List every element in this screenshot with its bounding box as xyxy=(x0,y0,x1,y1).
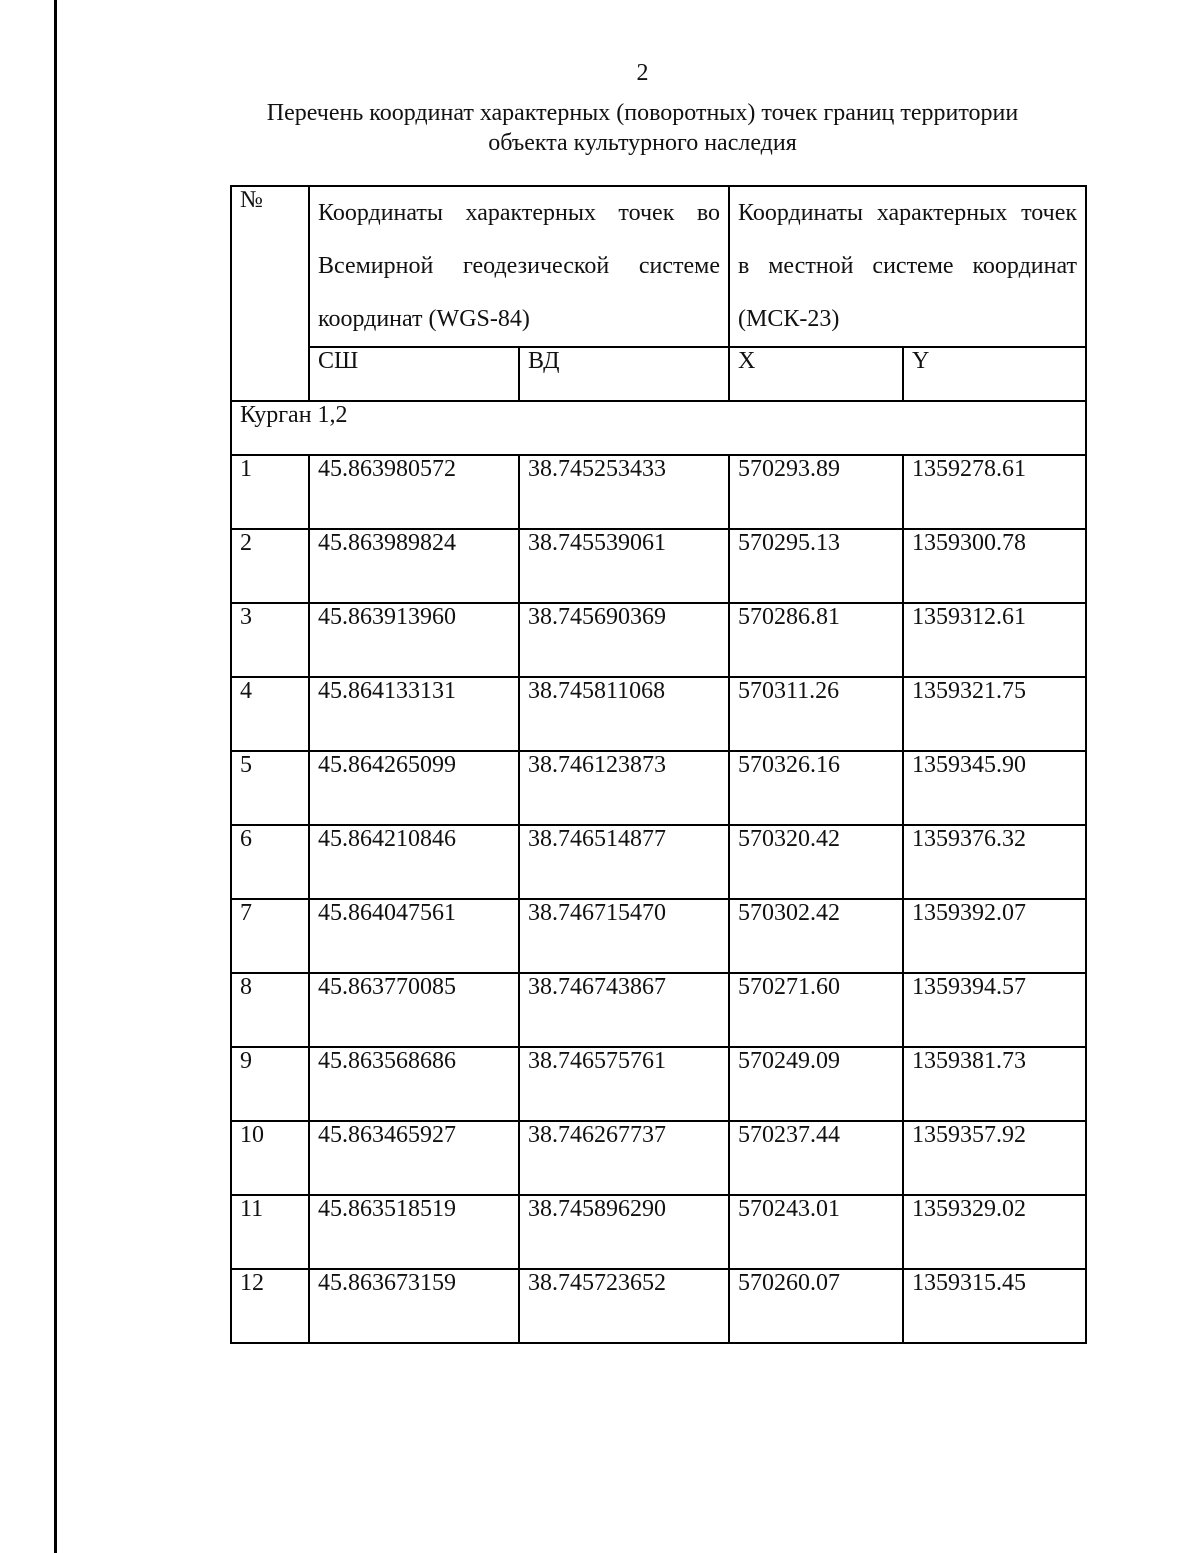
table-row xyxy=(231,603,1086,677)
cell-x: 570237.44 xyxy=(729,1121,903,1195)
table-row xyxy=(231,973,1086,1047)
cell-latitude: 45.863518519 xyxy=(309,1195,519,1269)
cell-latitude: 45.863568686 xyxy=(309,1047,519,1121)
cell-y: 1359345.90 xyxy=(903,751,1086,825)
cell-longitude: 38.746743867 xyxy=(519,973,729,1047)
table-row xyxy=(231,529,1086,603)
cell-latitude: 45.864210846 xyxy=(309,825,519,899)
cell-latitude: 45.863465927 xyxy=(309,1121,519,1195)
cell-x: 570320.42 xyxy=(729,825,903,899)
header-wgs84: Координаты характерных точек во Всемирной геодезической системе координат (WGS-84) xyxy=(309,186,729,347)
header-number: № xyxy=(231,186,309,401)
cell-x: 570295.13 xyxy=(729,529,903,603)
cell-x: 570286.81 xyxy=(729,603,903,677)
cell-latitude: 45.863980572 xyxy=(309,455,519,529)
cell-longitude: 38.746715470 xyxy=(519,899,729,973)
table-row xyxy=(231,1047,1086,1121)
cell-x: 570271.60 xyxy=(729,973,903,1047)
table-row xyxy=(231,677,1086,751)
cell-point-number: 1 xyxy=(231,455,309,529)
table-subheader-row xyxy=(231,347,1086,401)
document-title xyxy=(200,98,1085,158)
cell-longitude: 38.746123873 xyxy=(519,751,729,825)
cell-x: 570302.42 xyxy=(729,899,903,973)
cell-y: 1359381.73 xyxy=(903,1047,1086,1121)
cell-latitude: 45.863913960 xyxy=(309,603,519,677)
cell-point-number: 7 xyxy=(231,899,309,973)
group-row xyxy=(231,401,1086,455)
cell-longitude: 38.746575761 xyxy=(519,1047,729,1121)
header-msk23: Координаты характерных точек в местной системе координат (МСК-23) xyxy=(729,186,1086,347)
cell-y: 1359329.02 xyxy=(903,1195,1086,1269)
subheader-lat: СШ xyxy=(309,347,519,401)
cell-longitude: 38.745690369 xyxy=(519,603,729,677)
cell-y: 1359376.32 xyxy=(903,825,1086,899)
cell-longitude: 38.745539061 xyxy=(519,529,729,603)
title-line-1: Перечень координат характерных (поворотных) точек границ территории xyxy=(266,100,1019,126)
cell-y: 1359312.61 xyxy=(903,603,1086,677)
subheader-lon: ВД xyxy=(519,347,729,401)
cell-longitude: 38.745896290 xyxy=(519,1195,729,1269)
cell-point-number: 3 xyxy=(231,603,309,677)
table-row xyxy=(231,1269,1086,1343)
page-left-border xyxy=(54,0,57,1553)
cell-latitude: 45.863770085 xyxy=(309,973,519,1047)
cell-y: 1359300.78 xyxy=(903,529,1086,603)
coordinates-table xyxy=(230,185,1087,1344)
cell-y: 1359315.45 xyxy=(903,1269,1086,1343)
cell-point-number: 4 xyxy=(231,677,309,751)
table-row xyxy=(231,751,1086,825)
cell-point-number: 5 xyxy=(231,751,309,825)
group-label: Курган 1,2 xyxy=(231,401,1086,455)
cell-y: 1359394.57 xyxy=(903,973,1086,1047)
subheader-y: Y xyxy=(903,347,1086,401)
table-header-row xyxy=(231,186,1086,347)
cell-latitude: 45.864265099 xyxy=(309,751,519,825)
cell-longitude: 38.745723652 xyxy=(519,1269,729,1343)
cell-point-number: 8 xyxy=(231,973,309,1047)
cell-longitude: 38.745253433 xyxy=(519,455,729,529)
subheader-x: X xyxy=(729,347,903,401)
cell-latitude: 45.864047561 xyxy=(309,899,519,973)
cell-point-number: 6 xyxy=(231,825,309,899)
table-row xyxy=(231,1195,1086,1269)
cell-x: 570260.07 xyxy=(729,1269,903,1343)
cell-point-number: 10 xyxy=(231,1121,309,1195)
cell-point-number: 12 xyxy=(231,1269,309,1343)
cell-x: 570326.16 xyxy=(729,751,903,825)
cell-longitude: 38.746267737 xyxy=(519,1121,729,1195)
page-number: 2 xyxy=(636,60,649,86)
table-row xyxy=(231,455,1086,529)
cell-x: 570249.09 xyxy=(729,1047,903,1121)
cell-point-number: 11 xyxy=(231,1195,309,1269)
cell-longitude: 38.746514877 xyxy=(519,825,729,899)
cell-x: 570243.01 xyxy=(729,1195,903,1269)
table-row xyxy=(231,899,1086,973)
table-row xyxy=(231,1121,1086,1195)
cell-x: 570293.89 xyxy=(729,455,903,529)
cell-longitude: 38.745811068 xyxy=(519,677,729,751)
cell-y: 1359321.75 xyxy=(903,677,1086,751)
cell-y: 1359392.07 xyxy=(903,899,1086,973)
title-line-2: объекта культурного наследия xyxy=(488,130,797,156)
cell-latitude: 45.863673159 xyxy=(309,1269,519,1343)
cell-point-number: 9 xyxy=(231,1047,309,1121)
table-row xyxy=(231,825,1086,899)
cell-y: 1359278.61 xyxy=(903,455,1086,529)
cell-y: 1359357.92 xyxy=(903,1121,1086,1195)
cell-latitude: 45.863989824 xyxy=(309,529,519,603)
cell-latitude: 45.864133131 xyxy=(309,677,519,751)
cell-x: 570311.26 xyxy=(729,677,903,751)
cell-point-number: 2 xyxy=(231,529,309,603)
